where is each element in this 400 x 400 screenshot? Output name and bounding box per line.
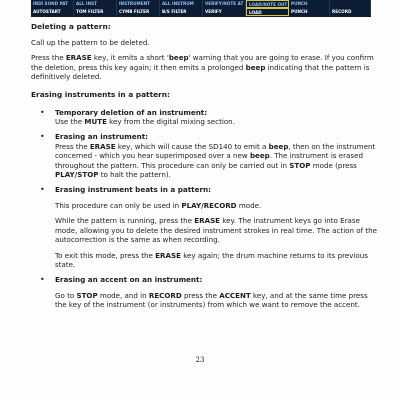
item-title: Temporary deletion of an instrument: — [55, 107, 208, 117]
panel-label: INSTRUMENT — [117, 0, 160, 8]
manual-content — [31, 22, 377, 310]
panel-label: PUNCH — [289, 0, 330, 8]
item-text: While the pattern is running, press the ERASE key. The instrument keys go into Erase mode, allowing you to delete the desired instrument strokes in real time. The action of the autocorrection is the same as when recording. — [55, 216, 378, 245]
bullet: • — [40, 132, 45, 142]
panel-label — [330, 0, 371, 8]
panel-label: B/S FILTER — [160, 8, 203, 16]
page-number: 23 — [195, 356, 205, 364]
list-item — [31, 132, 377, 179]
list-item — [31, 185, 377, 269]
paragraph: Press the ERASE key, it emits a short 'beep' warning that you are going to erase. If you confirm the deletion, press this key again; it then emits a prolonged beep indicating that the pattern is definitively deleted. — [31, 53, 374, 82]
item-text: To exit this mode, press the ERASE key again; the drum machine returns to its previous state. — [55, 250, 368, 269]
panel-row-top — [31, 0, 371, 8]
panel-label: PUNCH — [289, 8, 330, 16]
list-item — [31, 108, 377, 127]
panel-label: VERIFY/NOTE AT — [203, 0, 246, 8]
item-title: Erasing instrument beats in a pattern: — [55, 185, 211, 195]
panel-label-highlighted: LOAD — [246, 8, 289, 16]
panel-label: CYMB FILTER — [117, 8, 160, 16]
panel-label: VERIFY — [203, 8, 246, 16]
panel-label: RECORD — [330, 8, 371, 16]
item-title: Erasing an accent on an instrument: — [55, 275, 203, 285]
bullet: • — [40, 275, 45, 285]
bullet: • — [40, 107, 45, 117]
list-item — [31, 275, 377, 309]
panel-label-highlighted: LOAD/NOTE OUT — [246, 0, 289, 8]
panel-row-bottom — [31, 8, 371, 16]
item-text: Use the MUTE key from the digital mixing section. — [55, 117, 235, 127]
item-title: Erasing an instrument: — [55, 132, 149, 142]
bullet-list — [31, 108, 377, 310]
item-text: Press the ERASE key, which will cause the SD140 to emit a beep, then on the instrument concerned - which you hear superimposed over a new beep. The instrument is erased throughout the pattern. This procedure can only be carried out in STOP mode (press PLAY/STOP to halt the pattern). — [55, 141, 376, 180]
panel-label: INDI SOND PAT — [31, 0, 74, 8]
panel-label: ALL INST — [74, 0, 117, 8]
bullet: • — [40, 185, 45, 195]
panel-label: AUTOSTART — [31, 8, 74, 16]
item-text: This procedure can only be used in PLAY/RECORD mode. — [55, 200, 262, 210]
paragraph: Call up the pattern to be deleted. — [31, 38, 150, 47]
section-heading-deleting: Deleting a pattern: — [31, 22, 111, 31]
front-panel-strip — [31, 0, 371, 17]
panel-label: TOM FILTER — [74, 8, 117, 16]
panel-label: ALL INSTRUM — [160, 0, 203, 8]
section-heading-erasing: Erasing instruments in a pattern: — [31, 89, 170, 99]
item-text: Go to STOP mode, and in RECORD press the ACCENT key, and at the same time press the key of the instrument (or instruments) from which we want to remove the accent. — [55, 290, 368, 310]
